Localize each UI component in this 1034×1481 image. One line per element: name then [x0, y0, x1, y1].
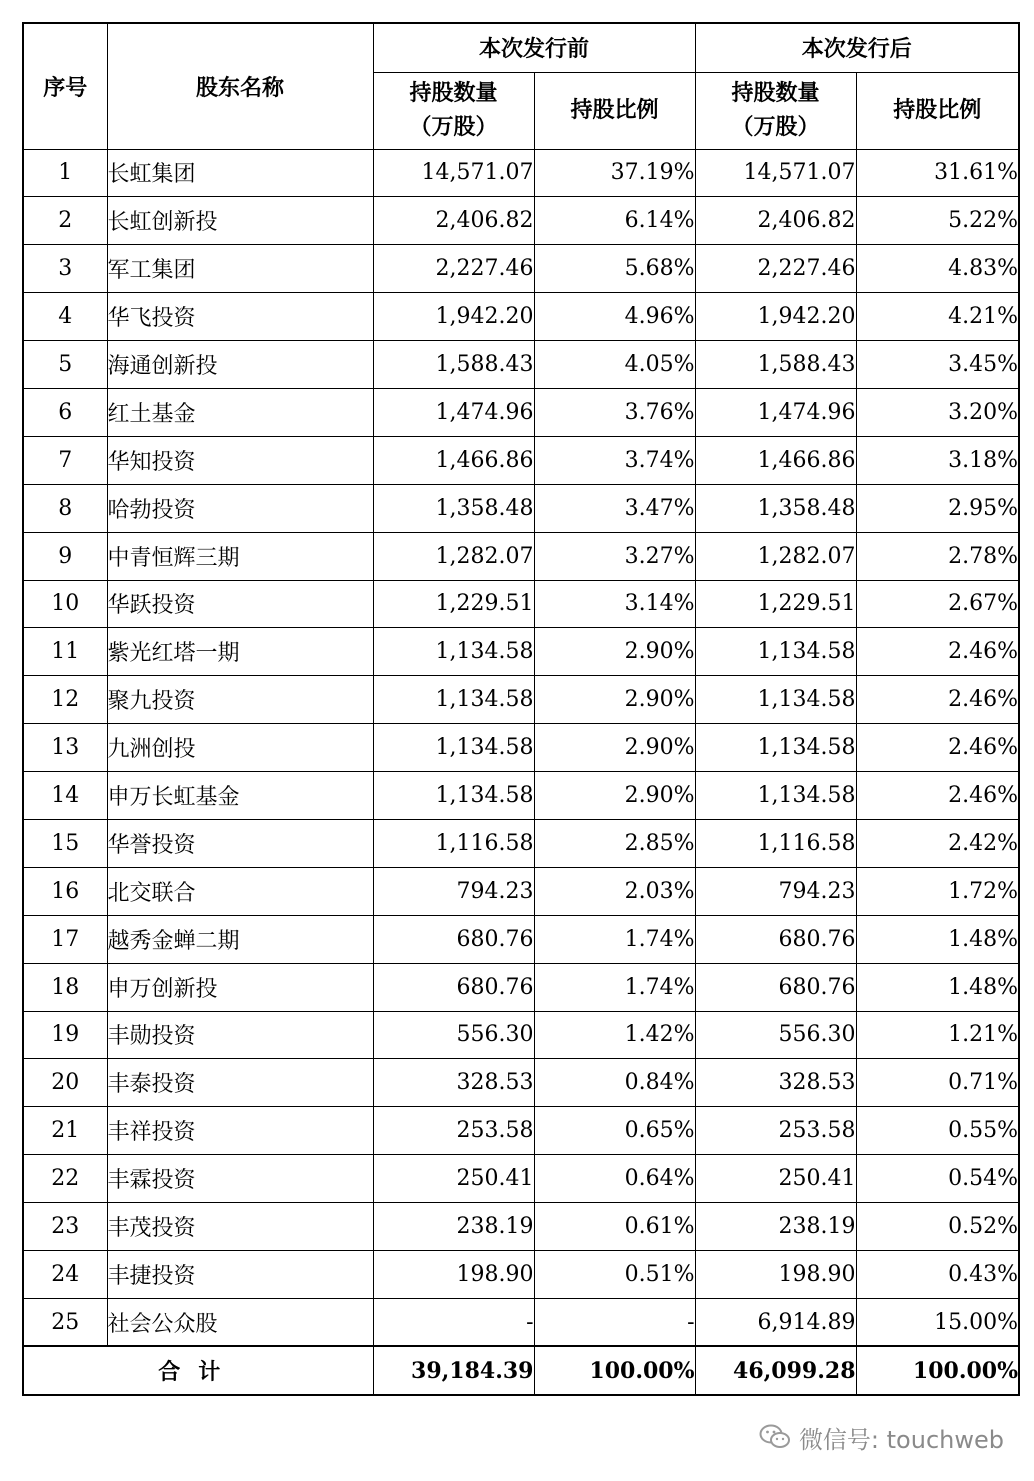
row-before-shares: 1,358.48 [373, 484, 534, 532]
row-shareholder-name: 长虹创新投 [107, 197, 373, 245]
row-index: 24 [23, 1250, 107, 1298]
row-after-shares: 1,134.58 [695, 628, 856, 676]
row-before-ratio: 4.05% [534, 341, 695, 389]
row-index: 18 [23, 963, 107, 1011]
row-before-shares: 1,466.86 [373, 436, 534, 484]
table-row [23, 1155, 1019, 1203]
row-after-ratio: 5.22% [856, 197, 1019, 245]
row-after-shares: 1,588.43 [695, 341, 856, 389]
row-shareholder-name: 红土基金 [107, 388, 373, 436]
row-after-ratio: 0.52% [856, 1203, 1019, 1251]
row-after-shares: 328.53 [695, 1059, 856, 1107]
header-shares-label: 持股数量 [731, 80, 820, 106]
row-after-ratio: 0.71% [856, 1059, 1019, 1107]
row-index: 22 [23, 1155, 107, 1203]
row-after-ratio: 4.83% [856, 245, 1019, 293]
row-before-shares: 1,588.43 [373, 341, 534, 389]
table-row [23, 484, 1019, 532]
row-shareholder-name: 哈勃投资 [107, 484, 373, 532]
row-index: 13 [23, 724, 107, 772]
row-after-ratio: 1.72% [856, 867, 1019, 915]
row-index: 12 [23, 676, 107, 724]
row-shareholder-name: 华知投资 [107, 436, 373, 484]
row-before-ratio: 3.14% [534, 580, 695, 628]
row-after-shares: 680.76 [695, 915, 856, 963]
row-after-shares: 1,134.58 [695, 676, 856, 724]
watermark-text: 微信号: touchweb [798, 1425, 1004, 1454]
row-index: 7 [23, 436, 107, 484]
header-after-ratio: 持股比例 [856, 72, 1019, 149]
row-index: 20 [23, 1059, 107, 1107]
header-index: 序号 [23, 23, 107, 149]
row-shareholder-name: 紫光红塔一期 [107, 628, 373, 676]
row-after-shares: 1,466.86 [695, 436, 856, 484]
wechat-icon [759, 1423, 791, 1451]
row-before-shares: 198.90 [373, 1250, 534, 1298]
table-row [23, 436, 1019, 484]
table-row [23, 772, 1019, 820]
row-before-ratio: 0.61% [534, 1203, 695, 1251]
row-before-ratio: 4.96% [534, 293, 695, 341]
row-after-shares: 1,116.58 [695, 819, 856, 867]
row-after-ratio: 2.67% [856, 580, 1019, 628]
row-index: 9 [23, 532, 107, 580]
table-row [23, 197, 1019, 245]
row-before-shares: 238.19 [373, 1203, 534, 1251]
row-before-ratio: 0.84% [534, 1059, 695, 1107]
row-before-ratio: 2.90% [534, 724, 695, 772]
row-shareholder-name: 北交联合 [107, 867, 373, 915]
header-before-shares [373, 72, 534, 149]
header-shares-unit: （万股） [731, 114, 820, 140]
row-before-shares: 1,134.58 [373, 772, 534, 820]
header-shareholder-name: 股东名称 [107, 23, 373, 149]
row-before-shares: 250.41 [373, 1155, 534, 1203]
row-before-ratio: 1.42% [534, 1011, 695, 1059]
row-before-shares: 1,134.58 [373, 724, 534, 772]
table-row [23, 1107, 1019, 1155]
header-after-shares [695, 72, 856, 149]
row-before-ratio: 3.76% [534, 388, 695, 436]
row-after-shares: 680.76 [695, 963, 856, 1011]
row-index: 5 [23, 341, 107, 389]
row-before-ratio: 2.85% [534, 819, 695, 867]
row-after-shares: 1,358.48 [695, 484, 856, 532]
table-row [23, 1298, 1019, 1346]
row-before-ratio: 3.74% [534, 436, 695, 484]
row-before-shares: 1,229.51 [373, 580, 534, 628]
row-before-ratio: 6.14% [534, 197, 695, 245]
watermark [759, 1420, 1004, 1454]
row-after-ratio: 1.48% [856, 915, 1019, 963]
row-before-ratio: 37.19% [534, 149, 695, 197]
row-after-shares: 556.30 [695, 1011, 856, 1059]
row-after-shares: 198.90 [695, 1250, 856, 1298]
table-row [23, 867, 1019, 915]
row-after-ratio: 2.95% [856, 484, 1019, 532]
table-row [23, 341, 1019, 389]
row-after-shares: 1,134.58 [695, 772, 856, 820]
row-after-ratio: 15.00% [856, 1298, 1019, 1346]
row-before-shares: 1,282.07 [373, 532, 534, 580]
row-before-ratio: 2.03% [534, 867, 695, 915]
table-row [23, 149, 1019, 197]
table-body [23, 149, 1019, 1346]
row-shareholder-name: 丰茂投资 [107, 1203, 373, 1251]
table-row [23, 676, 1019, 724]
shareholding-table [22, 22, 1020, 1396]
table-row [23, 963, 1019, 1011]
row-before-shares: 680.76 [373, 963, 534, 1011]
row-after-shares: 1,229.51 [695, 580, 856, 628]
row-index: 23 [23, 1203, 107, 1251]
row-shareholder-name: 丰霖投资 [107, 1155, 373, 1203]
row-shareholder-name: 丰捷投资 [107, 1250, 373, 1298]
row-after-ratio: 0.43% [856, 1250, 1019, 1298]
total-row [23, 1346, 1019, 1395]
row-index: 25 [23, 1298, 107, 1346]
row-after-ratio: 0.54% [856, 1155, 1019, 1203]
row-after-ratio: 3.18% [856, 436, 1019, 484]
row-before-ratio: 1.74% [534, 915, 695, 963]
row-index: 15 [23, 819, 107, 867]
row-before-shares: 794.23 [373, 867, 534, 915]
row-after-ratio: 3.45% [856, 341, 1019, 389]
row-before-shares: 14,571.07 [373, 149, 534, 197]
row-before-ratio: - [534, 1298, 695, 1346]
row-index: 10 [23, 580, 107, 628]
table-row [23, 1203, 1019, 1251]
table-row [23, 580, 1019, 628]
row-shareholder-name: 聚九投资 [107, 676, 373, 724]
row-after-shares: 2,227.46 [695, 245, 856, 293]
row-shareholder-name: 中青恒辉三期 [107, 532, 373, 580]
row-index: 14 [23, 772, 107, 820]
row-after-shares: 250.41 [695, 1155, 856, 1203]
row-shareholder-name: 申万长虹基金 [107, 772, 373, 820]
row-after-shares: 2,406.82 [695, 197, 856, 245]
row-before-ratio: 1.74% [534, 963, 695, 1011]
header-before-ratio: 持股比例 [534, 72, 695, 149]
row-shareholder-name: 华飞投资 [107, 293, 373, 341]
row-after-shares: 1,134.58 [695, 724, 856, 772]
row-index: 17 [23, 915, 107, 963]
table-row [23, 1250, 1019, 1298]
row-after-ratio: 4.21% [856, 293, 1019, 341]
header-shares-unit: （万股） [409, 114, 498, 140]
row-before-ratio: 2.90% [534, 772, 695, 820]
row-after-shares: 238.19 [695, 1203, 856, 1251]
header-shares-label: 持股数量 [409, 80, 498, 106]
row-after-ratio: 2.46% [856, 772, 1019, 820]
row-after-ratio: 31.61% [856, 149, 1019, 197]
row-shareholder-name: 海通创新投 [107, 341, 373, 389]
total-before-ratio: 100.00% [534, 1346, 695, 1395]
row-before-ratio: 0.64% [534, 1155, 695, 1203]
row-after-ratio: 3.20% [856, 388, 1019, 436]
row-index: 8 [23, 484, 107, 532]
total-label: 合计 [23, 1346, 373, 1395]
row-before-ratio: 3.47% [534, 484, 695, 532]
row-before-shares: 1,474.96 [373, 388, 534, 436]
row-before-shares: 253.58 [373, 1107, 534, 1155]
row-after-shares: 253.58 [695, 1107, 856, 1155]
table-row [23, 819, 1019, 867]
row-index: 19 [23, 1011, 107, 1059]
header-after-issuance: 本次发行后 [695, 23, 1019, 72]
row-before-ratio: 3.27% [534, 532, 695, 580]
total-after-shares: 46,099.28 [695, 1346, 856, 1395]
row-index: 4 [23, 293, 107, 341]
row-after-ratio: 1.48% [856, 963, 1019, 1011]
row-shareholder-name: 丰勋投资 [107, 1011, 373, 1059]
row-after-ratio: 2.46% [856, 724, 1019, 772]
row-before-shares: - [373, 1298, 534, 1346]
table-row [23, 293, 1019, 341]
row-shareholder-name: 华跃投资 [107, 580, 373, 628]
table-row [23, 724, 1019, 772]
table-row [23, 388, 1019, 436]
row-after-ratio: 2.78% [856, 532, 1019, 580]
table-row [23, 915, 1019, 963]
row-index: 21 [23, 1107, 107, 1155]
row-before-ratio: 0.51% [534, 1250, 695, 1298]
table-row [23, 1011, 1019, 1059]
table-row [23, 245, 1019, 293]
row-after-ratio: 0.55% [856, 1107, 1019, 1155]
row-before-shares: 1,134.58 [373, 676, 534, 724]
header-before-issuance: 本次发行前 [373, 23, 695, 72]
row-shareholder-name: 丰祥投资 [107, 1107, 373, 1155]
row-after-shares: 794.23 [695, 867, 856, 915]
row-before-ratio: 0.65% [534, 1107, 695, 1155]
row-after-shares: 1,474.96 [695, 388, 856, 436]
row-before-ratio: 2.90% [534, 628, 695, 676]
row-index: 6 [23, 388, 107, 436]
row-before-shares: 1,942.20 [373, 293, 534, 341]
row-shareholder-name: 军工集团 [107, 245, 373, 293]
row-after-ratio: 1.21% [856, 1011, 1019, 1059]
row-index: 16 [23, 867, 107, 915]
row-shareholder-name: 越秀金蝉二期 [107, 915, 373, 963]
row-after-ratio: 2.46% [856, 628, 1019, 676]
row-shareholder-name: 丰泰投资 [107, 1059, 373, 1107]
row-after-shares: 6,914.89 [695, 1298, 856, 1346]
row-before-ratio: 5.68% [534, 245, 695, 293]
table-row [23, 532, 1019, 580]
row-after-shares: 1,942.20 [695, 293, 856, 341]
row-after-shares: 14,571.07 [695, 149, 856, 197]
row-after-ratio: 2.42% [856, 819, 1019, 867]
row-index: 3 [23, 245, 107, 293]
row-index: 11 [23, 628, 107, 676]
row-before-shares: 556.30 [373, 1011, 534, 1059]
row-before-shares: 1,134.58 [373, 628, 534, 676]
row-before-shares: 2,406.82 [373, 197, 534, 245]
row-index: 1 [23, 149, 107, 197]
row-before-ratio: 2.90% [534, 676, 695, 724]
row-before-shares: 328.53 [373, 1059, 534, 1107]
row-shareholder-name: 长虹集团 [107, 149, 373, 197]
row-shareholder-name: 社会公众股 [107, 1298, 373, 1346]
row-after-shares: 1,282.07 [695, 532, 856, 580]
total-before-shares: 39,184.39 [373, 1346, 534, 1395]
row-shareholder-name: 华誉投资 [107, 819, 373, 867]
row-after-ratio: 2.46% [856, 676, 1019, 724]
row-index: 2 [23, 197, 107, 245]
row-shareholder-name: 申万创新投 [107, 963, 373, 1011]
row-shareholder-name: 九洲创投 [107, 724, 373, 772]
row-before-shares: 680.76 [373, 915, 534, 963]
total-after-ratio: 100.00% [856, 1346, 1019, 1395]
row-before-shares: 2,227.46 [373, 245, 534, 293]
table-row [23, 1059, 1019, 1107]
table-row [23, 628, 1019, 676]
row-before-shares: 1,116.58 [373, 819, 534, 867]
